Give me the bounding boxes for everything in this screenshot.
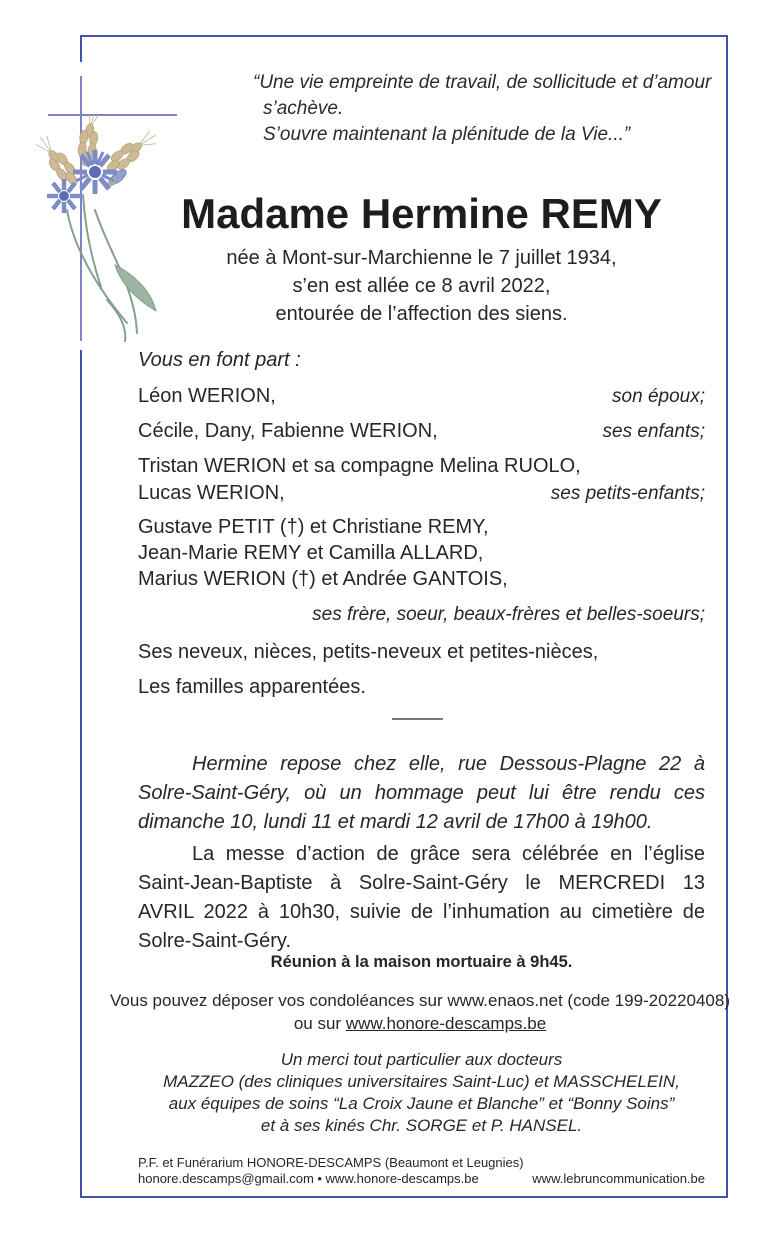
- family-names: Tristan WERION et sa compagne Melina RUOLO,: [138, 455, 581, 477]
- mass-paragraph: La messe d’action de grâce sera célébrée en l’église Saint-Jean-Baptiste à Solre-Saint-Géry le MERCREDI 13 AVRIL 2022 à 10h30, suivie de l’inhumation au cimetière de Solre-Saint-Géry.: [138, 843, 705, 952]
- wake-paragraph: Hermine repose chez elle, rue Dessous-Plagne 22 à Solre-Saint-Géry, où un hommage peut lui être rendu ces dimanche 10, lundi 11 et mardi 12 avril de 17h00 à 19h00.: [138, 753, 705, 833]
- thanks-line: aux équipes de soins “La Croix Jaune et Blanche” et “Bonny Soins”: [168, 1094, 675, 1113]
- deceased-name: Madame Hermine REMY: [181, 190, 662, 237]
- funeral-home-footer: [138, 1155, 705, 1187]
- frame-border-bottom: [80, 1196, 728, 1198]
- frame-border-left-upper: [80, 35, 82, 62]
- birth-line: née à Mont-sur-Marchienne le 7 juillet 1934,: [226, 247, 617, 269]
- family-names: Jean-Marie REMY et Camilla ALLARD,: [138, 542, 484, 564]
- announcement-intro: Vous en font part :: [138, 349, 301, 371]
- funeral-home-website-link[interactable]: www.honore-descamps.be: [345, 1014, 547, 1033]
- printer-website: www.lebruncommunication.be: [532, 1171, 705, 1186]
- thanks-line: MAZZEO (des cliniques universitaires Saint-Luc) et MASSCHELEIN,: [163, 1072, 680, 1091]
- family-row: [138, 420, 705, 443]
- funeral-home-contact: honore.descamps@gmail.com • www.honore-descamps.be: [138, 1171, 479, 1186]
- family-relation: ses petits-enfants;: [550, 483, 705, 504]
- family-names: Lucas WERION,: [138, 482, 285, 504]
- condolences-line1: Vous pouvez déposer vos condoléances sur www.enaos.net (code 199-20220408): [110, 991, 730, 1010]
- funeral-home-name: P.F. et Funérarium HONORE-DESCAMPS (Beaumont et Leugnies): [138, 1155, 524, 1170]
- family-names: Marius WERION (†) et Andrée GANTOIS,: [138, 568, 508, 590]
- condolences-line2: [100, 1012, 740, 1035]
- family-row: [138, 641, 705, 664]
- thanks-line: et à ses kinés Chr. SORGE et P. HANSEL.: [260, 1116, 583, 1135]
- quote-line: “Une vie empreinte de travail, de sollicitude et d’amour: [253, 72, 712, 93]
- condolences-prefix: ou sur: [293, 1014, 346, 1033]
- condolences-block: [100, 989, 740, 1035]
- family-relation: son époux;: [612, 386, 705, 407]
- quote-line: S’ouvre maintenant la plénitude de la Vie...”: [263, 124, 631, 145]
- family-row: [138, 676, 705, 699]
- surrounded-line: entourée de l’affection des siens.: [275, 303, 568, 325]
- deceased-dates: [138, 244, 705, 328]
- family-names: Gustave PETIT (†) et Christiane REMY,: [138, 516, 489, 538]
- nephews-line: Ses neveux, nièces, petits-neveux et petites-nièces,: [138, 641, 599, 663]
- thanks-line: Un merci tout particulier aux docteurs: [280, 1050, 563, 1069]
- family-names: Léon WERION,: [138, 385, 276, 407]
- opening-quote: [253, 70, 723, 148]
- thanks-block: [138, 1049, 705, 1137]
- family-row: [138, 455, 705, 478]
- family-row: [138, 516, 705, 539]
- related-families-line: Les familles apparentées.: [138, 676, 366, 698]
- frame-border-top: [80, 35, 728, 37]
- family-row: [138, 542, 705, 565]
- family-row: [138, 568, 705, 591]
- section-divider: [392, 718, 443, 720]
- quote-line: s’achève.: [263, 98, 344, 119]
- meeting-line: Réunion à la maison mortuaire à 9h45.: [270, 953, 573, 971]
- family-names: Cécile, Dany, Fabienne WERION,: [138, 420, 438, 442]
- frame-border-left-lower: [80, 350, 82, 1196]
- death-line: s’en est allée ce 8 avril 2022,: [292, 275, 551, 297]
- family-row: [138, 604, 705, 626]
- family-relation: ses enfants;: [602, 421, 705, 442]
- family-row: [138, 482, 705, 505]
- family-row: [138, 385, 705, 408]
- family-relation: ses frère, soeur, beaux-frères et belles-soeurs;: [312, 604, 705, 625]
